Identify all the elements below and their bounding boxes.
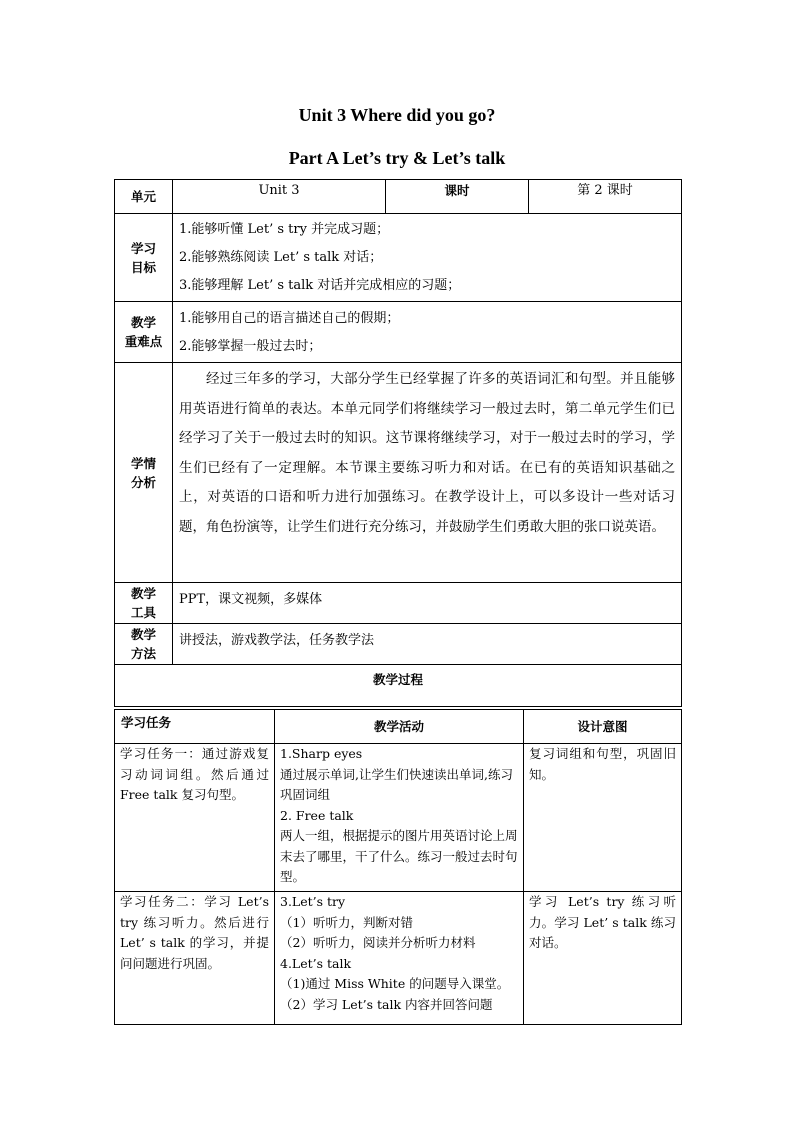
activity-line: 1.Sharp eyes	[280, 746, 363, 761]
methods-row	[115, 624, 682, 665]
activity-line: 通过展示单词,让学生们快速读出单词,练习巩固词组	[280, 766, 513, 802]
key-points-row	[115, 302, 682, 363]
task-cell	[115, 892, 275, 1025]
methods-label: 教学 方法	[115, 624, 173, 665]
objectives-content	[173, 214, 682, 302]
objective-item: 2.能够熟练阅读 Let’ s talk 对话；	[179, 250, 383, 265]
header-activity: 教学活动	[275, 710, 524, 744]
lesson-info-table	[114, 179, 682, 707]
intent-text: 学习 Let’s try 练习听力。学习 Let’ s talk 练习对话。	[529, 894, 676, 950]
header-task: 学习任务	[115, 710, 275, 744]
key-point-item: 2.能够掌握一般过去时；	[179, 339, 322, 354]
intent-text: 复习词组和句型，巩固旧知。	[529, 746, 676, 782]
activity-line: 两人一组，根据提示的图片用英语讨论上周末去了哪里，干了什么。练习一般过去时句型。	[280, 828, 518, 884]
process-title-row	[115, 665, 682, 707]
intent-cell	[524, 892, 682, 1025]
process-title: 教学过程	[115, 665, 682, 707]
activity-line: 3.Let’s try	[280, 894, 346, 909]
process-header-row	[115, 710, 682, 744]
lesson-label: 课时	[386, 180, 529, 214]
objectives-row	[115, 214, 682, 302]
activity-cell	[275, 892, 524, 1025]
activity-line: （2）学习 Let’s talk 内容并回答问题	[280, 996, 493, 1012]
key-points-content	[173, 302, 682, 363]
document-subtitle: Part A Let’s try & Let’s talk	[288, 148, 506, 168]
objectives-label: 学习 目标	[115, 214, 173, 302]
analysis-row	[115, 363, 682, 583]
methods-text: 讲授法，游戏教学法，任务教学法	[179, 633, 375, 648]
activity-line: 2. Free talk	[280, 807, 354, 823]
process-row	[115, 892, 682, 1025]
objective-item: 1.能够听懂 Let’ s try 并完成习题；	[179, 222, 390, 237]
task-cell	[115, 744, 275, 892]
unit-label: 单元	[115, 180, 173, 214]
activity-line: 4.Let’s talk	[280, 955, 352, 971]
tools-content	[173, 583, 682, 624]
unit-value: Unit 3	[173, 180, 386, 214]
process-row	[115, 744, 682, 892]
activity-line: （1)通过 Miss White 的问题导入课堂。	[280, 976, 510, 991]
task-text: 学习任务二：学习 Let’s try 练习听力。然后进行 Let’ s talk 的学习，并提问问题进行巩固。	[120, 894, 269, 971]
key-point-item: 1.能够用自己的语言描述自己的假期；	[179, 311, 400, 326]
unit-row	[115, 180, 682, 214]
objective-item: 3.能够理解 Let’ s talk 对话并完成相应的习题；	[179, 278, 461, 293]
task-text: 学习任务一：通过游戏复习动词词组。然后通过 Free talk 复习句型。	[120, 746, 269, 802]
methods-content	[173, 624, 682, 665]
process-table	[114, 709, 682, 1025]
intent-cell	[524, 744, 682, 892]
analysis-label: 学情 分析	[115, 363, 173, 583]
tools-row	[115, 583, 682, 624]
activity-line: （1）听听力，判断对错	[280, 914, 413, 930]
tools-label: 教学 工具	[115, 583, 173, 624]
tools-text: PPT，课文视频，多媒体	[179, 592, 323, 607]
activity-cell	[275, 744, 524, 892]
key-points-label: 教学 重难点	[115, 302, 173, 363]
activity-line: （2）听听力，阅读并分析听力材料	[280, 935, 476, 950]
header-intent: 设计意图	[524, 710, 682, 744]
analysis-content	[173, 363, 682, 583]
lesson-value: 第 2 课时	[529, 180, 682, 214]
analysis-text: 经过三年多的学习，大部分学生已经掌握了许多的英语词汇和句型。并且能够用英语进行简单的表达。本单元同学们将继续学习一般过去时，第二单元学生们已经学习了关于一般过去时的知识。这节课将继续学习，对于一般过去时的学习，学生们已经有了一定理解。本节课主要练习听力和对话。在已有的英语知识基础之上，对英语的口语和听力进行加强练习。在教学设计上，可以多设计一些对话习题，角色扮演等，让学生们进行充分练习，并鼓励学生们勇敢大胆的张口说英语。	[179, 371, 675, 535]
document-title: Unit 3 Where did you go?	[298, 105, 496, 125]
